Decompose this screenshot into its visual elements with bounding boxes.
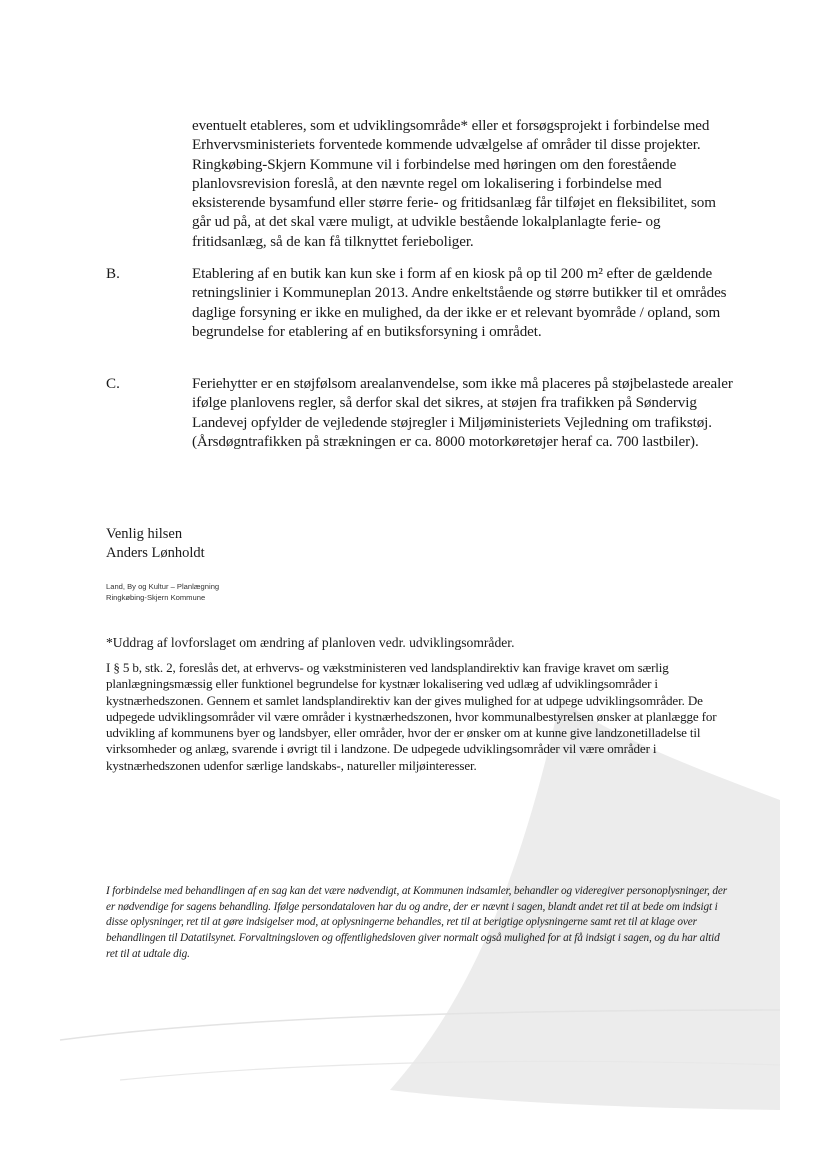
department-name: Land, By og Kultur – Planlægning — [106, 582, 220, 591]
municipality-name: Ringkøbing-Skjern Kommune — [106, 593, 206, 602]
footnote-title: *Uddrag af lovforslaget om ændring af planloven vedr. udviklingsområder. — [106, 635, 515, 650]
signature-block — [106, 525, 205, 563]
item-b-label: B. — [106, 266, 120, 282]
footnote-body: I § 5 b, stk. 2, foreslås det, at erhvervs- og vækstministeren ved landsplandirektiv kan fravige kravet om særlig planlægningsmæssig eller funktionel begrundelse for kystnær lokalisering ved udlæg af udviklingsområder i kystnærhedszonen. Gennem et samlet landsplandirektiv kan der gives mulighed for at udpege udviklingsområder. De udpegede udviklingsområder vil være områder i kystnærhedszonen, hvor kommunalbestyrelsen ønsker at planlægge for udvikling af kommunens byer og landsbyer, eller områder, hvor der er ønsker om at kunne give landzonetilladelse til virksomheder og anlæg, svarende i øvrigt til i landzone. De udpegede udviklingsområder vil være områder i kystnærhedszonen udenfor særlige landskabs-, natureller miljøinteresser. — [106, 660, 717, 773]
item-c-label: C. — [106, 376, 120, 392]
intro-paragraph: eventuelt etableres, som et udviklingsområde* eller et forsøgsprojekt i forbindelse med Erhvervsministeriets forventede kommende udvælgelse af områder til disse projekter. Ringkøbing-Skjern Kommune vil i forbindelse med høringen om den forestående planlovsrevision foreslå, at den nævnte regel om lokalisering i forbindelse med eksisterende bysamfund eller større ferie- og fritidsanlæg får tilføjet en fleksibilitet, som går ud på, at det skal være muligt, at udvikle bestående lokalplanlagte ferie- og fritidsanlæg, så de kan få tilknyttet ferieboliger. — [192, 118, 716, 250]
department-block — [106, 581, 219, 603]
greeting: Venlig hilsen — [106, 526, 183, 542]
item-c-text: Feriehytter er en støjfølsom arealanvendelse, som ikke må placeres på støjbelastede arealer ifølge planlovens regler, så derfor skal det sikres, at støjen fra trafikken på Søndervig Landevej opfylder de vejledende støjregler i Miljøministeriets Vejledning om trafikstøj. (Årsdøgntrafikken på strækningen er ca. 8000 motorkøretøjer heraf ca. 700 lastbiler). — [192, 376, 733, 450]
signer-name: Anders Lønholdt — [106, 545, 205, 561]
privacy-notice: I forbindelse med behandlingen af en sag kan det være nødvendigt, at Kommunen indsamler, behandler og videregiver personoplysninger, der er nødvendige for sagens behandling. Ifølge persondataloven har du og andre, der er nævnt i sagen, blandt andet ret til at bede om indsigt i disse oplysninger, ret til at gøre indsigelser mod, at oplysningerne behandles, ret til at berigtige oplysningerne samt ret til at klage over behandlingen til Datatilsynet. Forvaltningsloven og offentlighedsloven giver normalt også mulighed for at få indsigt i sagen, og du har altid ret til at udtale dig. — [106, 885, 728, 960]
item-b-text: Etablering af en butik kan kun ske i form af en kiosk på op til 200 m² efter de gældende retningslinier i Kommuneplan 2013. Andre enkeltstående og større butikker til et områdes daglige forsyning er ikke en mulighed, da der ikke er et relevant byområde / opland, som begrundelse for etablering af en butiksforsyning i området. — [192, 266, 727, 340]
